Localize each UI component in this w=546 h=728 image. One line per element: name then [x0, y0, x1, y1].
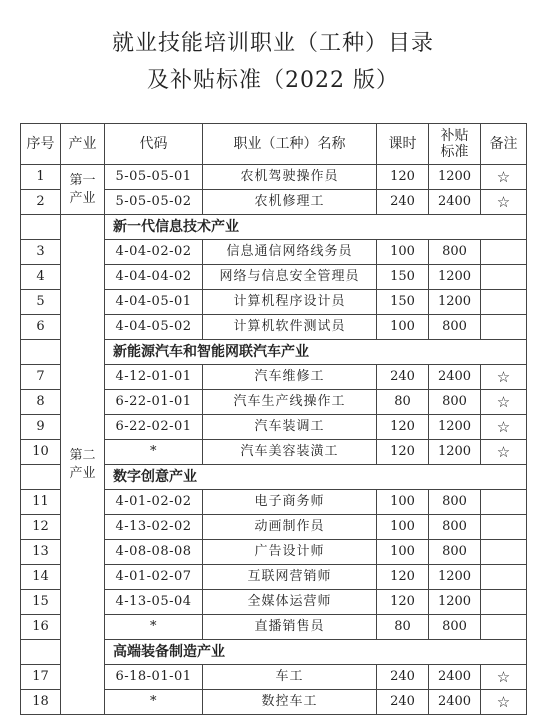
subsidy-cell: 2400	[429, 365, 481, 390]
hours-cell: 100	[377, 540, 429, 565]
subsidy-cell: 2400	[429, 665, 481, 690]
code-cell: 5-05-05-02	[105, 190, 203, 215]
seq-cell	[21, 215, 61, 240]
document-subtitle: 及补贴标准（2022 版）	[147, 68, 399, 93]
hours-cell: 100	[377, 315, 429, 340]
subsidy-cell: 800	[429, 540, 481, 565]
occupation-name-cell: 农机修理工	[203, 190, 377, 215]
note-cell	[481, 265, 527, 290]
occupation-name-cell: 汽车维修工	[203, 365, 377, 390]
note-cell	[481, 515, 527, 540]
industry-label-line: 第二	[69, 447, 96, 463]
hours-cell: 80	[377, 390, 429, 415]
hours-cell: 120	[377, 415, 429, 440]
hours-cell: 100	[377, 515, 429, 540]
code-cell: 4-04-05-01	[105, 290, 203, 315]
note-cell	[481, 290, 527, 315]
note-cell	[481, 590, 527, 615]
industry-label-line: 产业	[69, 465, 96, 481]
seq-cell: 3	[21, 240, 61, 265]
hours-cell: 240	[377, 665, 429, 690]
seq-cell: 10	[21, 440, 61, 465]
subsidy-cell: 800	[429, 515, 481, 540]
hours-cell: 150	[377, 290, 429, 315]
hours-cell: 100	[377, 490, 429, 515]
code-cell: 4-13-02-02	[105, 515, 203, 540]
subsidy-cell: 800	[429, 240, 481, 265]
subsidy-cell: 1200	[429, 165, 481, 190]
occupation-name-cell: 数控车工	[203, 690, 377, 715]
code-cell: 4-04-02-02	[105, 240, 203, 265]
occupation-name-cell: 直播销售员	[203, 615, 377, 640]
code-cell: *	[105, 615, 203, 640]
occupation-name-cell: 计算机程序设计员	[203, 290, 377, 315]
industry-label-line: 产业	[69, 190, 96, 206]
subsidy-cell: 1200	[429, 290, 481, 315]
occupation-name-cell: 农机驾驶操作员	[203, 165, 377, 190]
subsidy-cell: 2400	[429, 690, 481, 715]
header-industry: 产业	[61, 124, 105, 165]
occupation-name-cell: 电子商务师	[203, 490, 377, 515]
header-name: 职业（工种）名称	[203, 124, 377, 165]
code-cell: 4-12-01-01	[105, 365, 203, 390]
header-hours: 课时	[377, 124, 429, 165]
seq-cell: 15	[21, 590, 61, 615]
occupation-name-cell: 汽车装调工	[203, 415, 377, 440]
seq-cell	[21, 465, 61, 490]
code-cell: 4-04-05-02	[105, 315, 203, 340]
code-cell: 6-22-01-01	[105, 390, 203, 415]
table-row	[21, 165, 527, 190]
seq-cell: 7	[21, 365, 61, 390]
seq-cell: 1	[21, 165, 61, 190]
hours-cell: 120	[377, 590, 429, 615]
industry-cell	[61, 165, 105, 215]
industry-cell	[61, 215, 105, 715]
note-cell	[481, 615, 527, 640]
seq-cell: 9	[21, 415, 61, 440]
note-cell: ☆	[481, 690, 527, 715]
seq-cell: 18	[21, 690, 61, 715]
code-cell: 4-01-02-07	[105, 565, 203, 590]
seq-cell: 13	[21, 540, 61, 565]
hours-cell: 120	[377, 565, 429, 590]
subsidy-cell: 1200	[429, 415, 481, 440]
hours-cell: 120	[377, 165, 429, 190]
subsidy-cell: 1200	[429, 590, 481, 615]
occupation-name-cell: 信息通信网络线务员	[203, 240, 377, 265]
subsidy-cell: 1200	[429, 440, 481, 465]
header-subsidy: 补贴标准	[429, 124, 481, 165]
seq-cell: 5	[21, 290, 61, 315]
seq-cell	[21, 640, 61, 665]
industry-label-line: 第一	[69, 172, 96, 188]
hours-cell: 80	[377, 615, 429, 640]
code-cell: 4-01-02-02	[105, 490, 203, 515]
subsidy-cell: 1200	[429, 565, 481, 590]
occupation-table	[20, 123, 527, 715]
occupation-name-cell: 广告设计师	[203, 540, 377, 565]
note-cell: ☆	[481, 440, 527, 465]
section-label: 高端装备制造产业	[105, 640, 527, 665]
code-cell: 4-13-05-04	[105, 590, 203, 615]
code-cell: 4-04-04-02	[105, 265, 203, 290]
code-cell: *	[105, 690, 203, 715]
section-label: 新能源汽车和智能网联汽车产业	[105, 340, 527, 365]
subsidy-cell: 2400	[429, 190, 481, 215]
occupation-name-cell: 汽车生产线操作工	[203, 390, 377, 415]
subsidy-cell: 800	[429, 390, 481, 415]
seq-cell: 17	[21, 665, 61, 690]
code-cell: 5-05-05-01	[105, 165, 203, 190]
subsidy-cell: 1200	[429, 265, 481, 290]
code-cell: *	[105, 440, 203, 465]
subsidy-cell: 800	[429, 315, 481, 340]
occupation-name-cell: 动画制作员	[203, 515, 377, 540]
hours-cell: 240	[377, 690, 429, 715]
header-code: 代码	[105, 124, 203, 165]
hours-cell: 150	[377, 265, 429, 290]
seq-cell: 14	[21, 565, 61, 590]
note-cell: ☆	[481, 365, 527, 390]
note-cell	[481, 490, 527, 515]
note-cell	[481, 540, 527, 565]
seq-cell: 16	[21, 615, 61, 640]
code-cell: 6-22-02-01	[105, 415, 203, 440]
subsidy-cell: 800	[429, 615, 481, 640]
occupation-name-cell: 汽车美容装潢工	[203, 440, 377, 465]
seq-cell	[21, 340, 61, 365]
note-cell	[481, 565, 527, 590]
seq-cell: 12	[21, 515, 61, 540]
note-cell: ☆	[481, 665, 527, 690]
occupation-name-cell: 计算机软件测试员	[203, 315, 377, 340]
table-header-row	[21, 124, 527, 165]
section-label: 新一代信息技术产业	[105, 215, 527, 240]
section-row	[21, 215, 527, 240]
header-note: 备注	[481, 124, 527, 165]
hours-cell: 120	[377, 440, 429, 465]
code-cell: 6-18-01-01	[105, 665, 203, 690]
subsidy-cell: 800	[429, 490, 481, 515]
seq-cell: 2	[21, 190, 61, 215]
seq-cell: 8	[21, 390, 61, 415]
note-cell	[481, 315, 527, 340]
note-cell: ☆	[481, 190, 527, 215]
section-label: 数字创意产业	[105, 465, 527, 490]
note-cell: ☆	[481, 415, 527, 440]
seq-cell: 4	[21, 265, 61, 290]
header-seq: 序号	[21, 124, 61, 165]
note-cell: ☆	[481, 390, 527, 415]
note-cell: ☆	[481, 165, 527, 190]
code-cell: 4-08-08-08	[105, 540, 203, 565]
hours-cell: 240	[377, 190, 429, 215]
note-cell	[481, 240, 527, 265]
occupation-name-cell: 网络与信息安全管理员	[203, 265, 377, 290]
hours-cell: 240	[377, 365, 429, 390]
occupation-name-cell: 车工	[203, 665, 377, 690]
document-title: 就业技能培训职业（工种）目录	[111, 31, 434, 56]
hours-cell: 100	[377, 240, 429, 265]
occupation-name-cell: 全媒体运营师	[203, 590, 377, 615]
seq-cell: 6	[21, 315, 61, 340]
occupation-name-cell: 互联网营销师	[203, 565, 377, 590]
seq-cell: 11	[21, 490, 61, 515]
